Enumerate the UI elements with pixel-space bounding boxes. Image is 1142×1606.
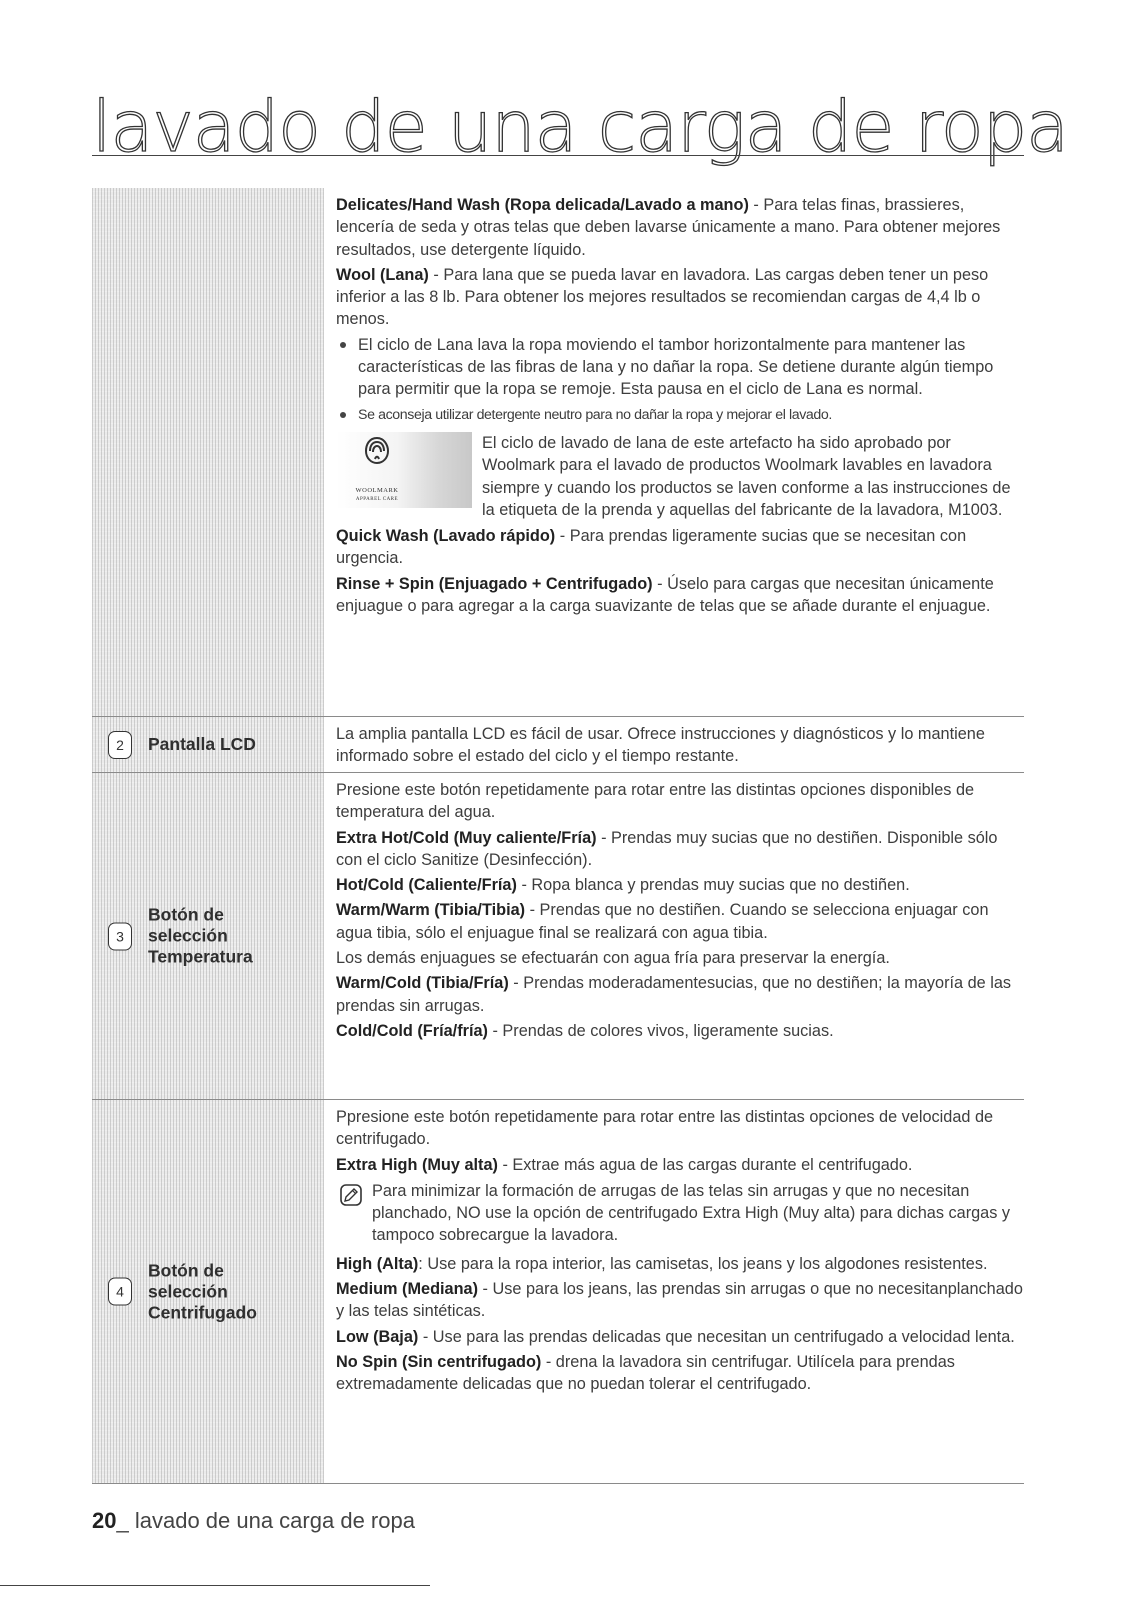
note-pencil-icon [340,1184,362,1206]
cycle-label: Rinse + Spin (Enjuagado + Centrifugado) [336,574,653,593]
cycle-label: Delicates/Hand Wash (Ropa delicada/Lavado a mano) [336,196,749,214]
section-lcd [92,717,1024,773]
side-title [148,905,253,968]
side-title-line: Centrifugado [148,1302,257,1322]
note-text: Para minimizar la formación de arrugas de las telas sin arrugas y que no necesitan planchado, NO use la opción de centrifugado Extra High (Muy alta) para dichas cargas y tampoco sobrecargue la lavadora. [372,1181,1011,1245]
bottom-rule [0,1585,430,1586]
option-label: Medium (Mediana) [336,1280,479,1299]
woolmark-text: El ciclo de lavado de lana de este artefacto ha sido aprobado por Woolmark para el lavado de productos Woolmark lavables en lavadora siempre y cuando los productos se laven conforme a las instrucciones de la etiqueta de la prenda y aquellas del fabricante de la lavadora, M1003. [482,433,1011,519]
section-number-badge: 3 [108,922,132,950]
temp-option [336,972,1024,1017]
cycle-description: - Para telas finas, brassieres, lencería de seda y otras telas que deben lavarse únicamente a mano. Para obtener mejores resultados, use detergente líquido. [336,196,1001,259]
cycle-description: - Para prendas ligeramente sucias que se necesitan con urgencia. [336,527,967,568]
option-label: Hot/Cold (Caliente/Fría) [336,876,517,895]
cycle-rinse-spin [336,573,1024,618]
title-rule [92,155,1024,156]
footer-separator: _ [116,1508,135,1533]
option-description: - Prendas de colores vivos, ligeramente sucias. [487,1021,834,1040]
section-temperature-body [324,773,1024,1099]
cycle-label: Wool (Lana) [336,265,429,284]
side-panel-spin [92,1100,324,1483]
option-label: Warm/Warm (Tibia/Tibia) [336,901,526,920]
side-title-line: Botón de [148,1260,224,1280]
bullet-item: Se aconseja utilizar detergente neutro para no dañar la ropa y mejorar el lavado. [336,404,1024,426]
spin-option [336,1326,1024,1348]
spin-option [336,1351,1024,1396]
section-spin-body [324,1100,1024,1483]
cycle-delicates [336,194,1024,261]
option-description: - Prendas que no destiñen. Cuando se selecciona enjuagar con agua tibia, sólo el enjuague final se realizará con agua tibia. [336,901,989,942]
option-label: Warm/Cold (Tibia/Fría) [336,974,509,993]
spin-intro: Ppresione este botón repetidamente para rotar entre las distintas opciones de velocidad de centrifugado. [336,1108,994,1149]
option-description: - drena la lavadora sin centrifugar. Utilícela para prendas extremadamente delicadas que no puedan tolerar el centrifugado. [336,1352,955,1394]
side-panel-cycles [92,188,324,716]
woolmark-block [336,432,1024,521]
side-title [148,1260,257,1323]
spin-option [336,1253,1024,1275]
side-panel-lcd [92,717,324,772]
temp-option [336,874,1024,896]
temp-option [336,1020,1024,1042]
spin-note [336,1180,1024,1247]
cycle-label: Quick Wash (Lavado rápido) [336,527,556,546]
lcd-description: La amplia pantalla LCD es fácil de usar. Ofrece instrucciones y diagnósticos y lo mantiene informado sobre el estado del ciclo y el tiempo restante. [336,725,985,766]
option-label: High (Alta) [336,1254,419,1273]
content-sections [92,188,1024,1484]
page-title: lavado de una carga de ropa [92,86,1069,168]
temp-option [336,827,1024,872]
woolmark-logo-subtext: APPAREL CARE [355,496,399,502]
option-label: Cold/Cold (Fría/fría) [336,1021,488,1040]
page-number: 20 [92,1508,117,1533]
section-spin [92,1100,1024,1484]
option-description: : Use para la ropa interior, las camisetas, los jeans y los algodones resistentes. [418,1254,988,1273]
side-title-line: Botón de [148,904,224,925]
option-label: Extra Hot/Cold (Muy caliente/Fría) [336,828,597,847]
option-description: - Ropa blanca y prendas muy sucias que no destiñen. [516,876,910,895]
option-description: - Prendas moderadamentesucias, que no destiñen; la mayoría de las prendas sin arrugas. [336,974,1012,1015]
side-panel-temperature [92,773,324,1099]
side-title-line: selección [148,925,228,946]
section-number-badge: 4 [108,1278,132,1306]
side-label-spin [108,1260,316,1323]
cycle-quick-wash [336,525,1024,570]
option-description: - Use para las prendas delicadas que necesitan un centrifugado a velocidad lenta. [418,1327,1015,1346]
woolmark-icon [364,436,390,472]
temp-option [336,899,1024,944]
side-title: Pantalla LCD [148,734,256,754]
side-title-line: Temperatura [148,946,253,967]
bullet-item: El ciclo de Lana lava la ropa moviendo el tambor horizontalmente para mantener las características de las fibras de lana y no dañar la ropa. Se detiene durante algún tiempo para permitir que la ropa se remoje. Esta pausa en el ciclo de Lana es normal. [336,334,1024,401]
section-lcd-body [324,717,1024,772]
section-wash-cycles-body [324,188,1024,716]
wool-bullets [336,334,1024,426]
side-label-lcd [108,731,316,759]
section-wash-cycles [92,188,1024,717]
option-label: Extra High (Muy alta) [336,1155,498,1174]
section-number-badge: 2 [108,731,132,759]
option-description: - Prendas muy sucias que no destiñen. Disponible sólo con el ciclo Sanitize (Desinfección). [336,828,998,869]
footer-title: lavado de una carga de ropa [134,1508,415,1533]
temp-note: Los demás enjuagues se efectuarán con agua fría para preservar la energía. [336,949,890,968]
woolmark-logo [336,432,472,508]
option-label: No Spin (Sin centrifugado) [336,1352,542,1371]
spin-option [336,1278,1024,1323]
option-label: Low (Baja) [336,1327,419,1346]
cycle-description: - Úselo para cargas que necesitan únicamente enjuague o para agregar a la carga suavizante de telas que se añade durante el enjuague. [336,574,994,616]
page-footer [92,1508,415,1534]
side-label-temperature [108,905,316,968]
option-description: - Extrae más agua de las cargas durante el centrifugado. [497,1155,913,1174]
option-description: - Use para los jeans, las prendas sin arrugas o que no necesitanplanchado y las telas sintéticas. [336,1280,1023,1321]
section-temperature [92,773,1024,1100]
temperature-intro: Presione este botón repetidamente para rotar entre las distintas opciones disponibles de temperatura del agua. [336,781,975,822]
woolmark-logo-text: WOOLMARK [355,486,399,494]
cycle-wool [336,264,1024,331]
side-title-line: selección [148,1281,228,1301]
cycle-description: - Para lana que se pueda lavar en lavadora. Las cargas deben tener un peso inferior a las 8 lb. Para obtener los mejores resultados se recomiendan cargas de 4,4 lb o menos. [336,265,989,329]
spin-option [336,1154,1024,1176]
